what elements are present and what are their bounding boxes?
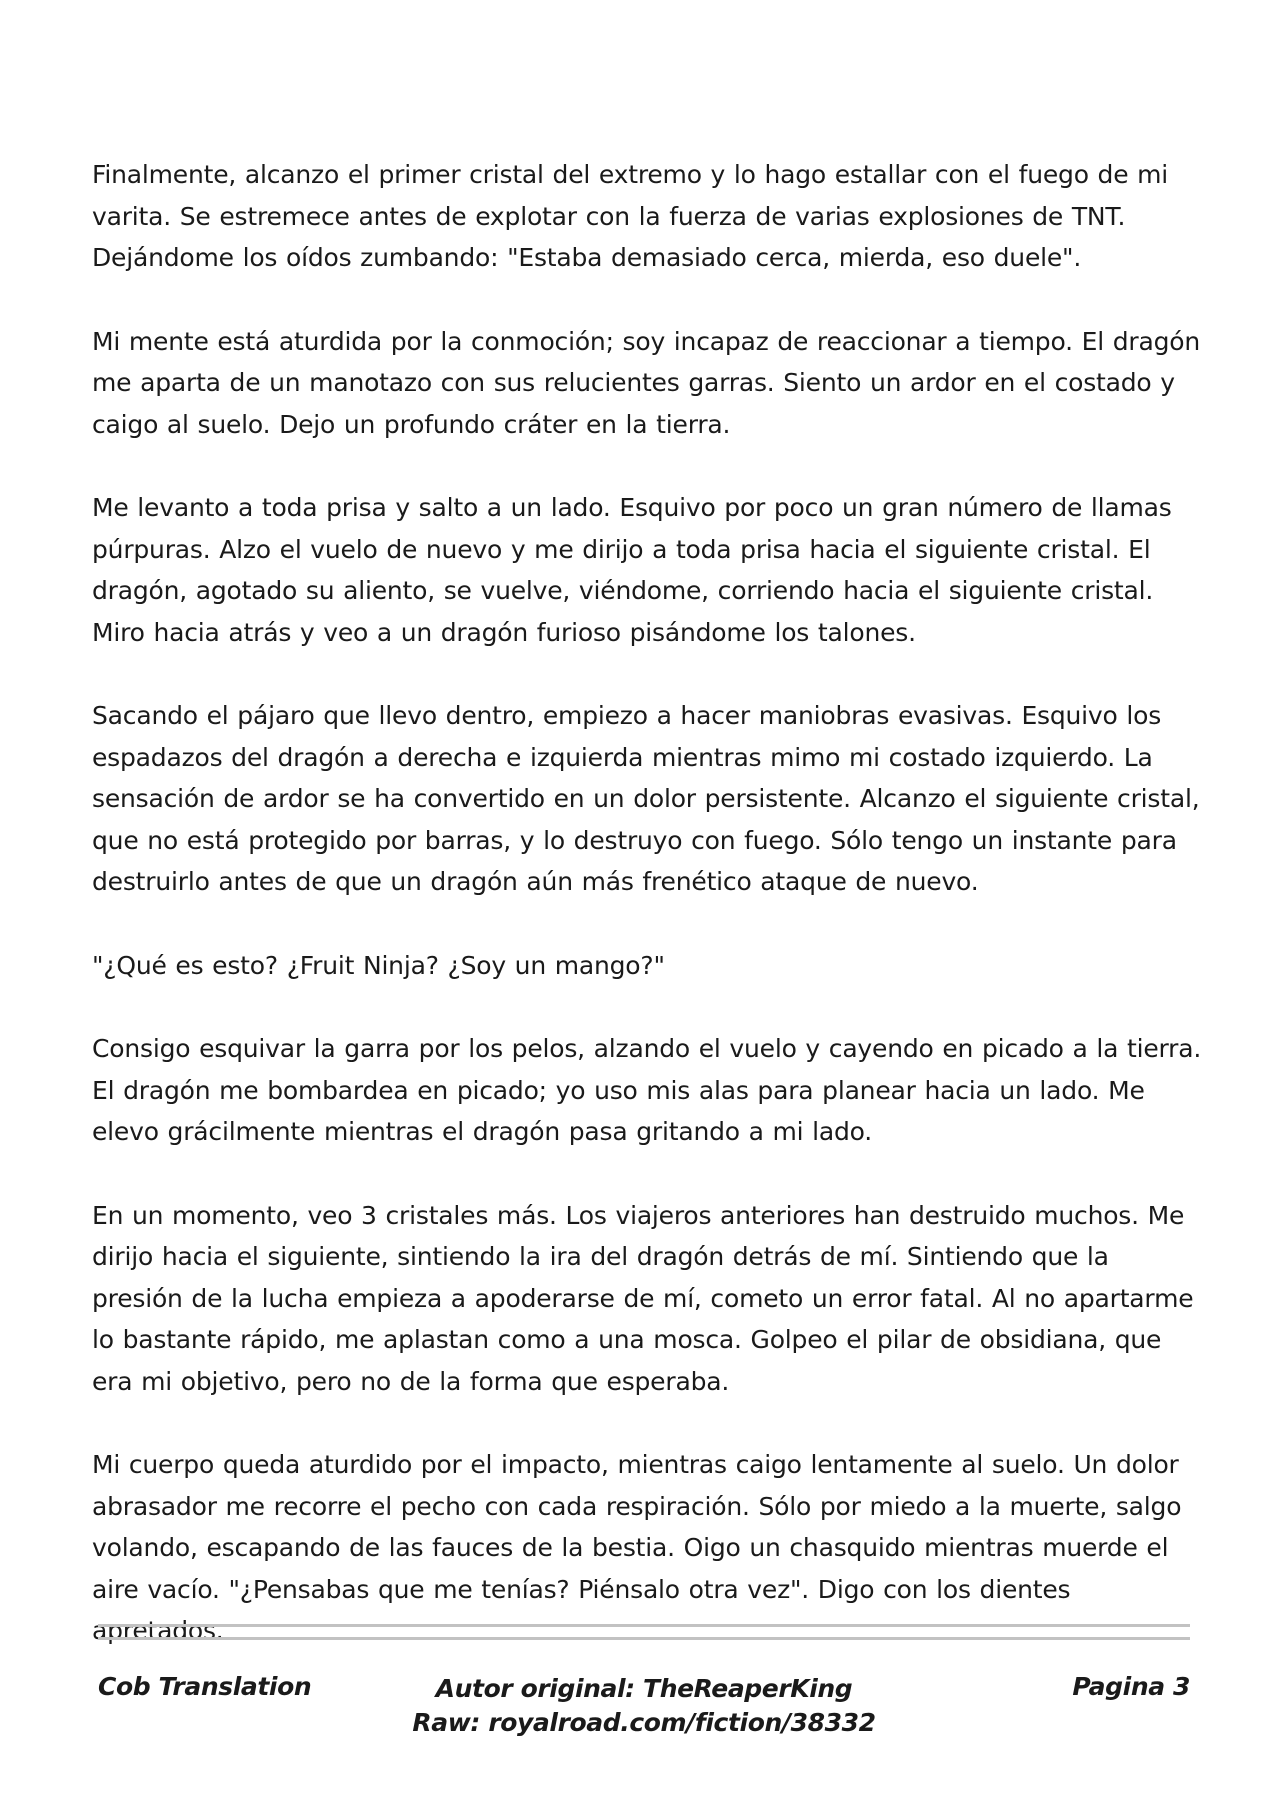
paragraph: En un momento, veo 3 cristales más. Los viajeros anteriores han destruido muchos. Me dirijo hacia el siguiente, sintiendo la ira del dragón detrás de mí. Sintiendo que la presión de la lucha empieza a apoderarse de mí, cometo un error fatal. Al no apartarme lo bastante rápido, me aplastan como a una mosca. Golpeo el pilar de obsidiana, que era mi objetivo, pero no de la forma que esperaba.	[92, 1200, 1194, 1396]
original-author: Autor original: TheReaperKing	[435, 1674, 853, 1703]
paragraph: Me levanto a toda prisa y salto a un lado. Esquivo por poco un gran número de llamas púrpuras. Alzo el vuelo de nuevo y me dirijo a toda prisa hacia el siguiente cristal. El dragón, agotado su aliento, se vuelve, viéndome, corriendo hacia el siguiente cristal. Miro hacia atrás y veo a un dragón furioso pisándome los talones.	[92, 493, 1172, 647]
paragraph: Mi cuerpo queda aturdido por el impacto, mientras caigo lentamente al suelo. Un dolor abrasador me recorre el pecho con cada respiración. Sólo por miedo a la muerte, salgo volando, escapando de las fauces de la bestia. Oigo un chasquido mientras muerde el aire vacío. "¿Pensabas que me tenías? Piénsalo otra vez". Digo con los dientes apretados.	[92, 1450, 1182, 1645]
paragraph: Mi mente está aturdida por la conmoción; soy incapaz de reaccionar a tiempo. El dragón me aparta de un manotazo con sus relucientes garras. Siento un ardor en el costado y caigo al suelo. Dejo un profundo cráter en la tierra.	[92, 326, 1200, 439]
paragraph: Consigo esquivar la garra por los pelos, alzando el vuelo y cayendo en picado a la tierra. El dragón me bombardea en picado; yo uso mis alas para planear hacia un lado. Me elevo grácilmente mientras el dragón pasa gritando a mi lado.	[92, 1034, 1202, 1146]
footer-divider-top	[98, 1624, 1190, 1627]
author-credit	[98, 1672, 1190, 1740]
translator-credit: Cob Translation	[98, 1672, 312, 1701]
footer-divider-bottom	[98, 1637, 1190, 1640]
raw-source: Raw: royalroad.com/fiction/38332	[412, 1708, 876, 1737]
paragraph: Finalmente, alcanzo el primer cristal del extremo y lo hago estallar con el fuego de mi varita. Se estremece antes de explotar con la fuerza de varias explosiones de TNT. Dejándome los oídos zumbando: "Estaba demasiado cerca, mierda, eso duele".	[92, 160, 1169, 272]
chapter-body	[92, 154, 1202, 1694]
paragraph: Sacando el pájaro que llevo dentro, empiezo a hacer maniobras evasivas. Esquivo los espadazos del dragón a derecha e izquierda mientras mimo mi costado izquierdo. La sensación de ardor se ha convertido en un dolor persistente. Alcanzo el siguiente cristal, que no está protegido por barras, y lo destruyo con fuego. Sólo tengo un instante para destruirlo antes de que un dragón aún más frenético ataque de nuevo.	[92, 701, 1200, 896]
page-number: Pagina 3	[1072, 1672, 1190, 1701]
paragraph: "¿Qué es esto? ¿Fruit Ninja? ¿Soy un mango?"	[92, 950, 665, 980]
